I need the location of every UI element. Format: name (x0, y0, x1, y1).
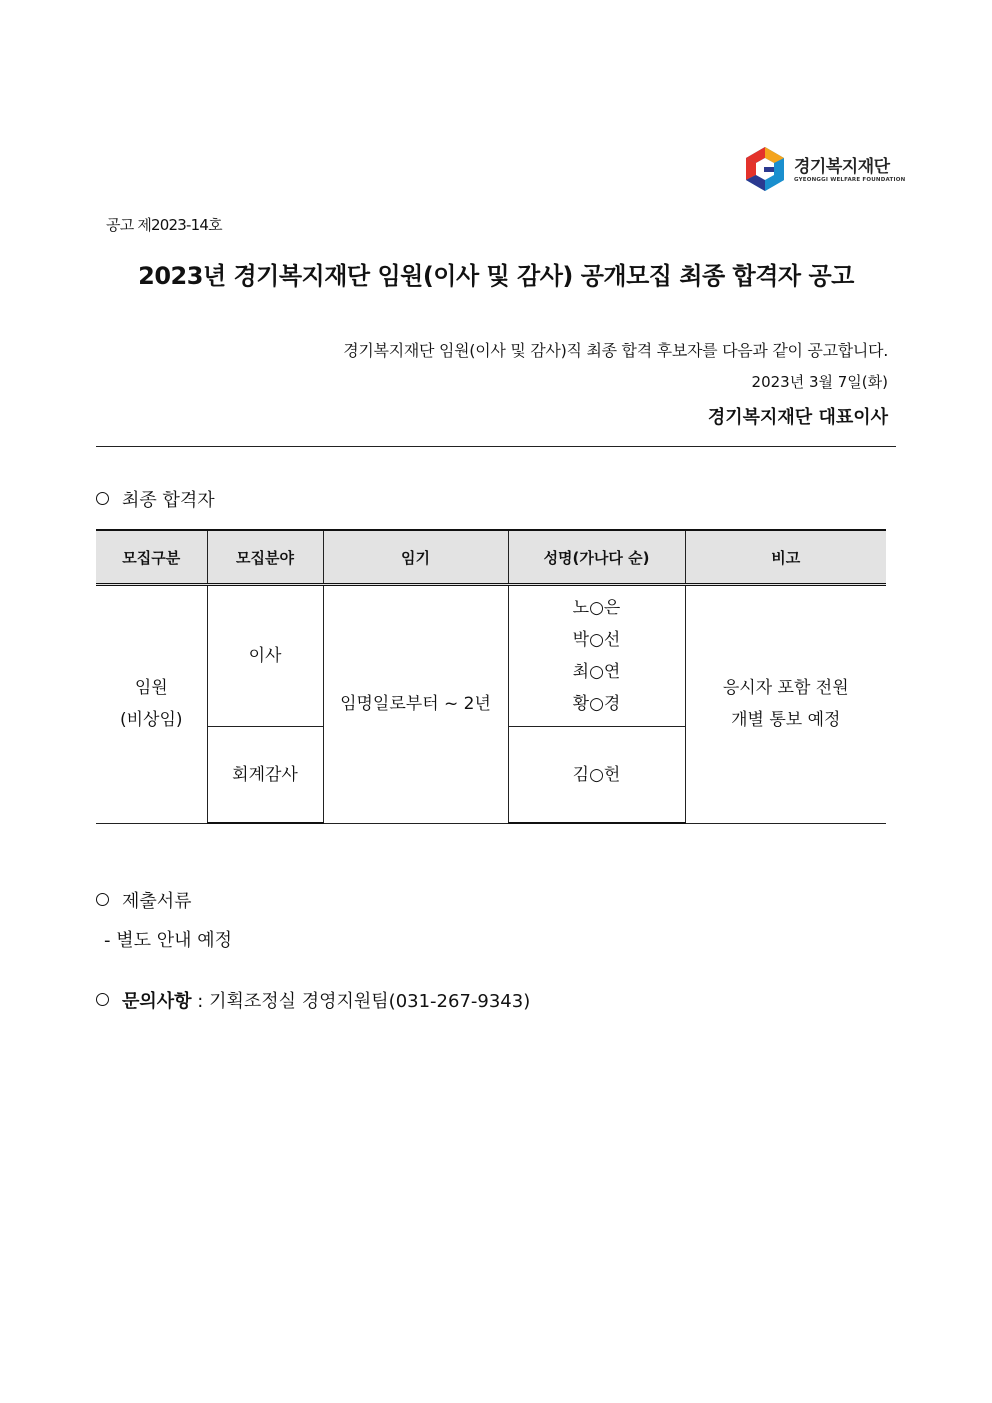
section-docs-heading (96, 887, 192, 913)
foundation-logo (744, 146, 904, 194)
notice-number: 공고 제2023-14호 (106, 216, 222, 234)
header-term: 임기 (323, 530, 508, 585)
field-auditor-cell: 회계감사 (207, 727, 323, 824)
section-final-label: 최종 합격자 (122, 490, 215, 511)
note-line: 응시자 포함 전원 (722, 678, 849, 699)
circle-bullet-icon (96, 993, 109, 1006)
inquiry-text: : 기획조정실 경영지원팀(031-267-9343) (191, 991, 531, 1012)
notice-date: 2023년 3월 7일(화) (751, 373, 888, 391)
header-field: 모집분야 (207, 530, 323, 585)
candidate-name: 노○은 (572, 598, 621, 618)
circle-bullet-icon (96, 492, 109, 505)
note-cell (685, 585, 886, 824)
page-title: 2023년 경기복지재단 임원(이사 및 감사) 공개모집 최종 합격자 공고 (138, 262, 854, 290)
names-director-cell (508, 585, 685, 727)
logo-name: 경기복지재단 (794, 157, 890, 177)
category-line: 임원 (134, 678, 168, 699)
category-line: (비상임) (119, 710, 183, 731)
candidate-name: 황○경 (572, 694, 621, 714)
logo-subtitle: GYEONGGI WELFARE FOUNDATION (794, 177, 906, 183)
result-table (96, 529, 886, 824)
table-row (96, 585, 886, 727)
category-cell (96, 585, 207, 824)
circle-bullet-icon (96, 893, 109, 906)
candidate-name: 박○선 (572, 630, 621, 650)
inquiry-label: 문의사항 (122, 991, 192, 1012)
section-docs-label: 제출서류 (122, 891, 192, 912)
issuer: 경기복지재단 대표이사 (707, 407, 888, 428)
intro-text: 경기복지재단 임원(이사 및 감사)직 최종 합격 후보자를 다음과 같이 공고합니다. (343, 341, 888, 360)
term-cell: 임명일로부터 ~ 2년 (323, 585, 508, 824)
divider (96, 446, 896, 447)
docs-item: - 별도 안내 예정 (104, 930, 232, 951)
section-final-heading (96, 486, 215, 512)
logo-mark-icon (744, 146, 786, 192)
header-name: 성명(가나다 순) (508, 530, 685, 585)
header-category: 모집구분 (96, 530, 207, 585)
candidate-name: 최○연 (572, 662, 621, 682)
section-inquiry (96, 987, 530, 1013)
names-auditor-cell: 김○헌 (508, 727, 685, 824)
note-line: 개별 통보 예정 (731, 710, 841, 731)
table-header-row (96, 530, 886, 585)
header-note: 비고 (685, 530, 886, 585)
field-director-cell: 이사 (207, 585, 323, 727)
